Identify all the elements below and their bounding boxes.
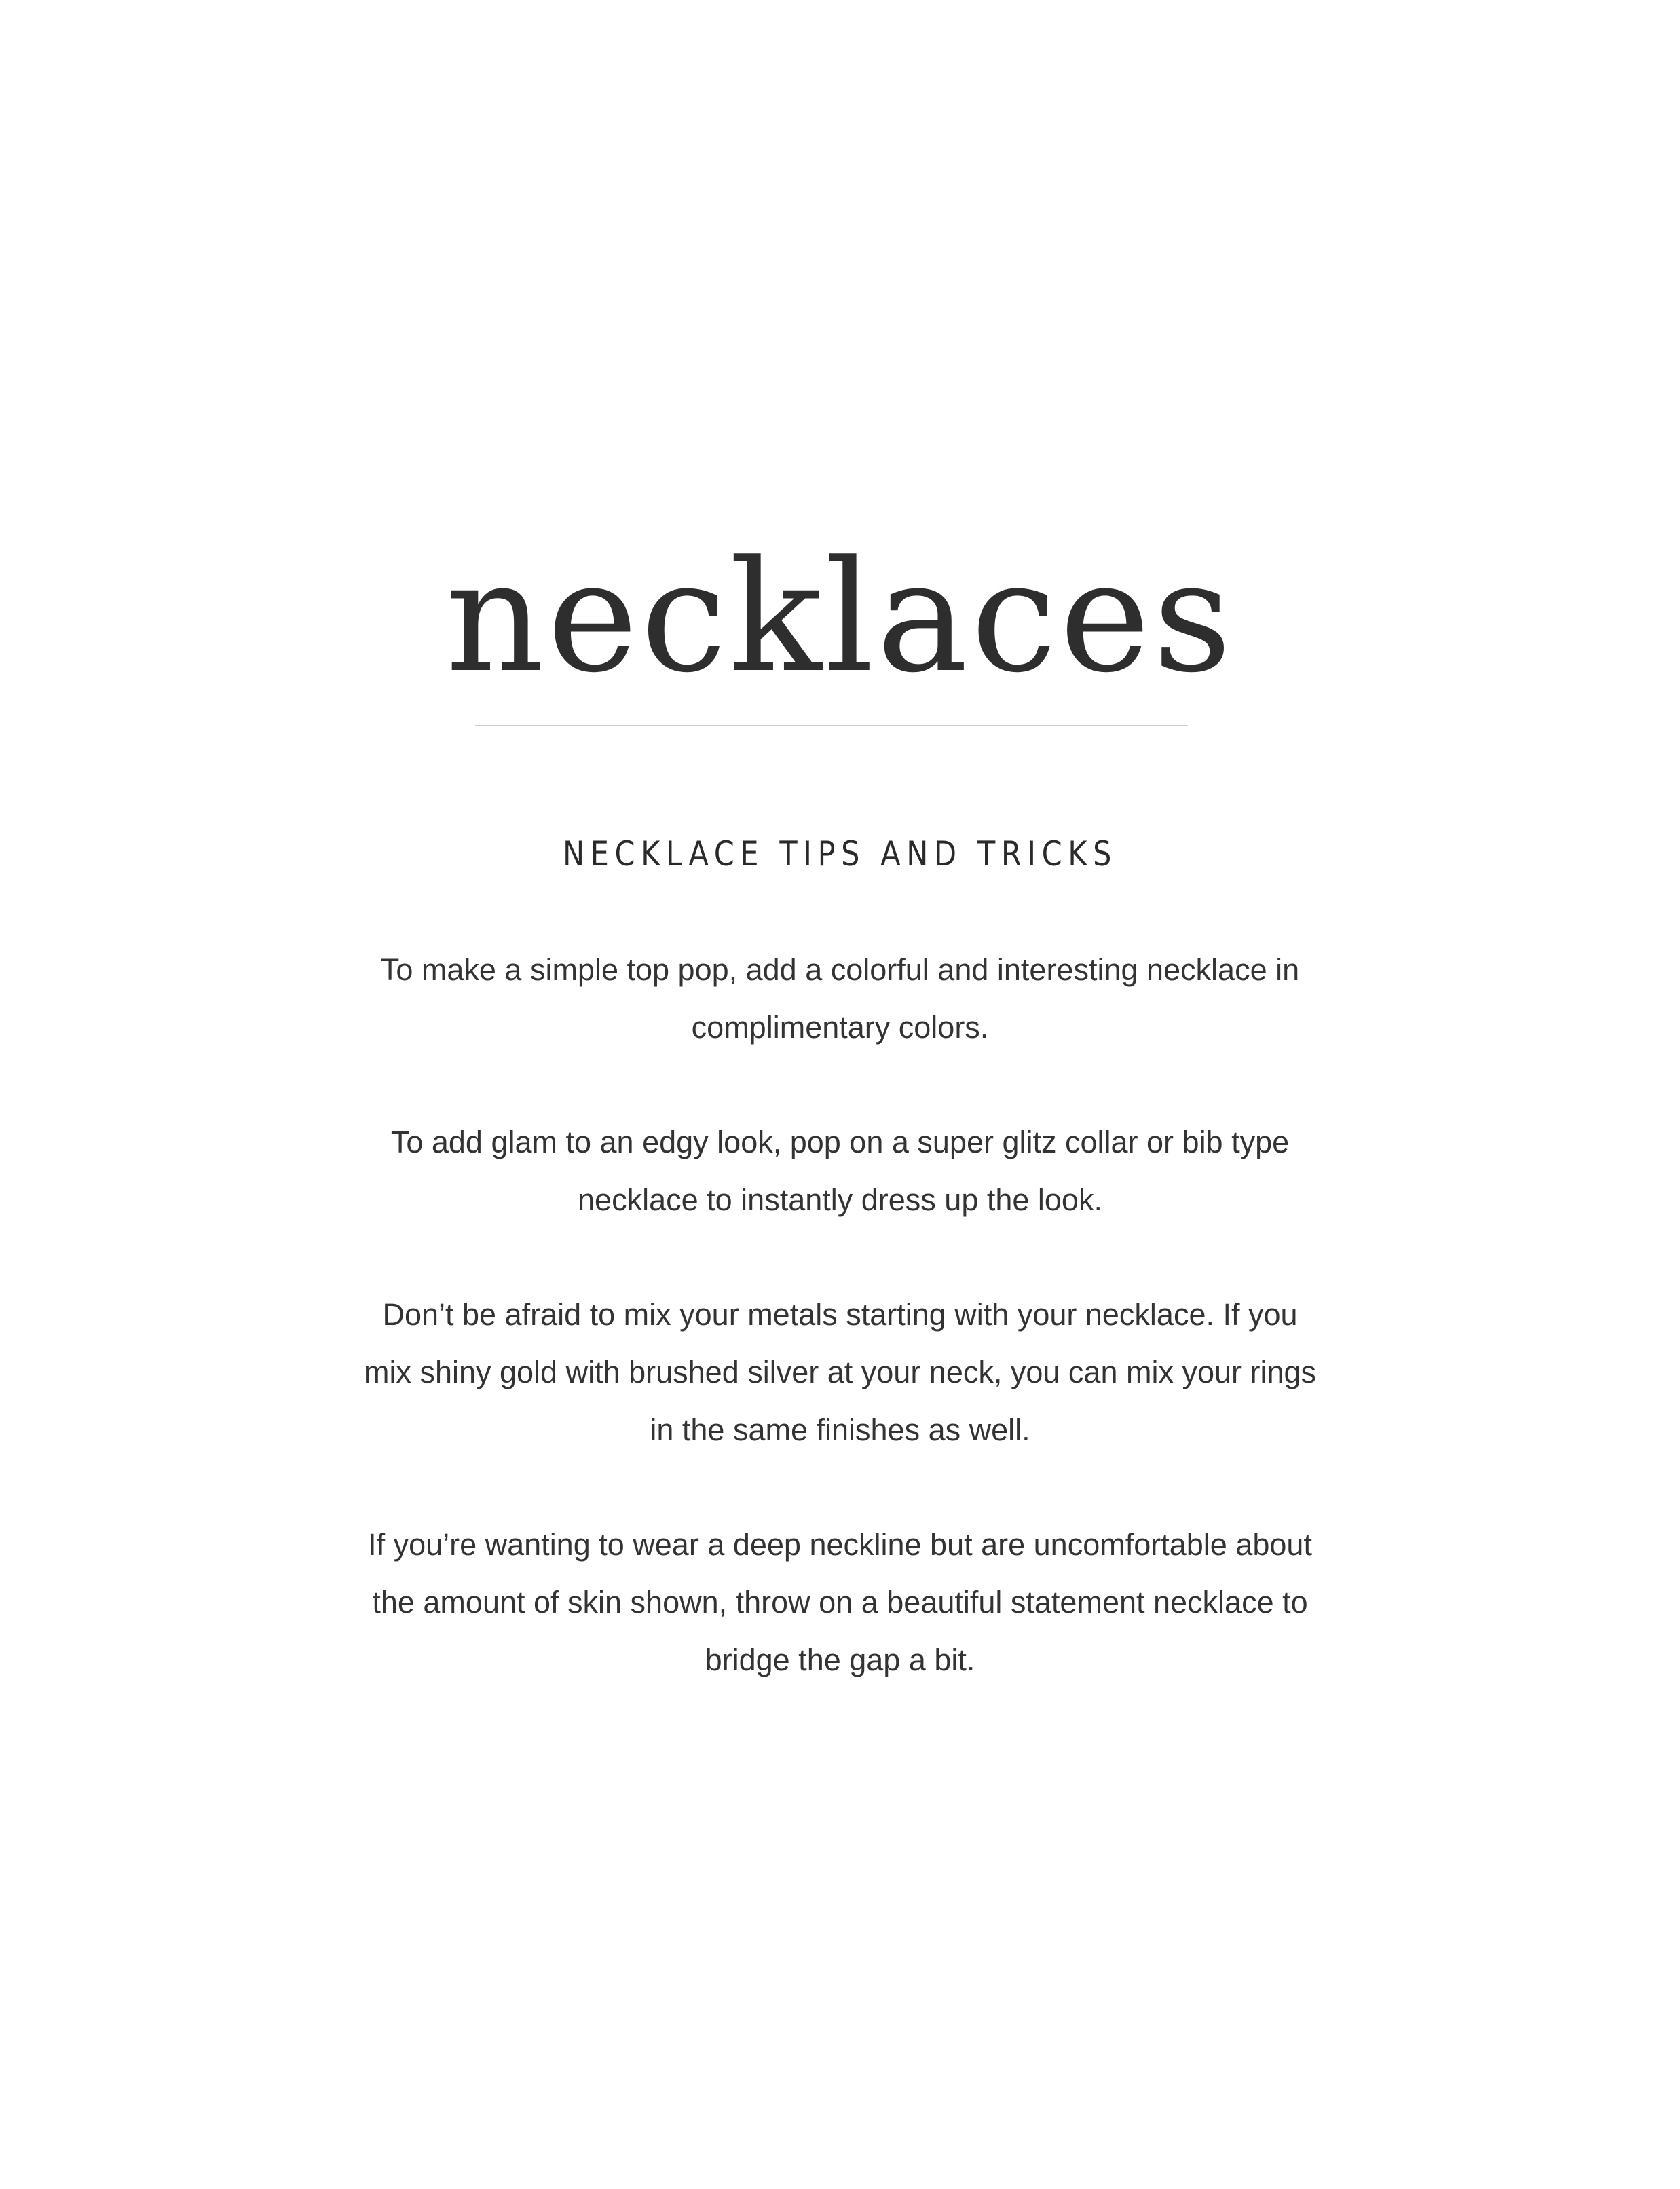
title-divider <box>475 725 1188 726</box>
tip-paragraph: To make a simple top pop, add a colorful and interesting necklace in complimentary colors. <box>380 952 1300 1045</box>
page-title: necklaces <box>445 528 1235 707</box>
tip-paragraph: Don’t be afraid to mix your metals starting with your necklace. If you mix shiny gold with brushed silver at your neck, you can mix your rings in the same finishes as well. <box>363 1297 1317 1447</box>
section-heading: NECKLACE TIPS AND TRICKS <box>563 834 1117 874</box>
tips-list <box>360 941 1320 1746</box>
tip-paragraph: If you’re wanting to wear a deep neckline but are uncomfortable about the amount of skin shown, throw on a beautiful statement necklace to bridge the gap a bit. <box>368 1527 1312 1677</box>
tip-paragraph: To add glam to an edgy look, pop on a super glitz collar or bib type necklace to instantly dress up the look. <box>390 1125 1290 1217</box>
